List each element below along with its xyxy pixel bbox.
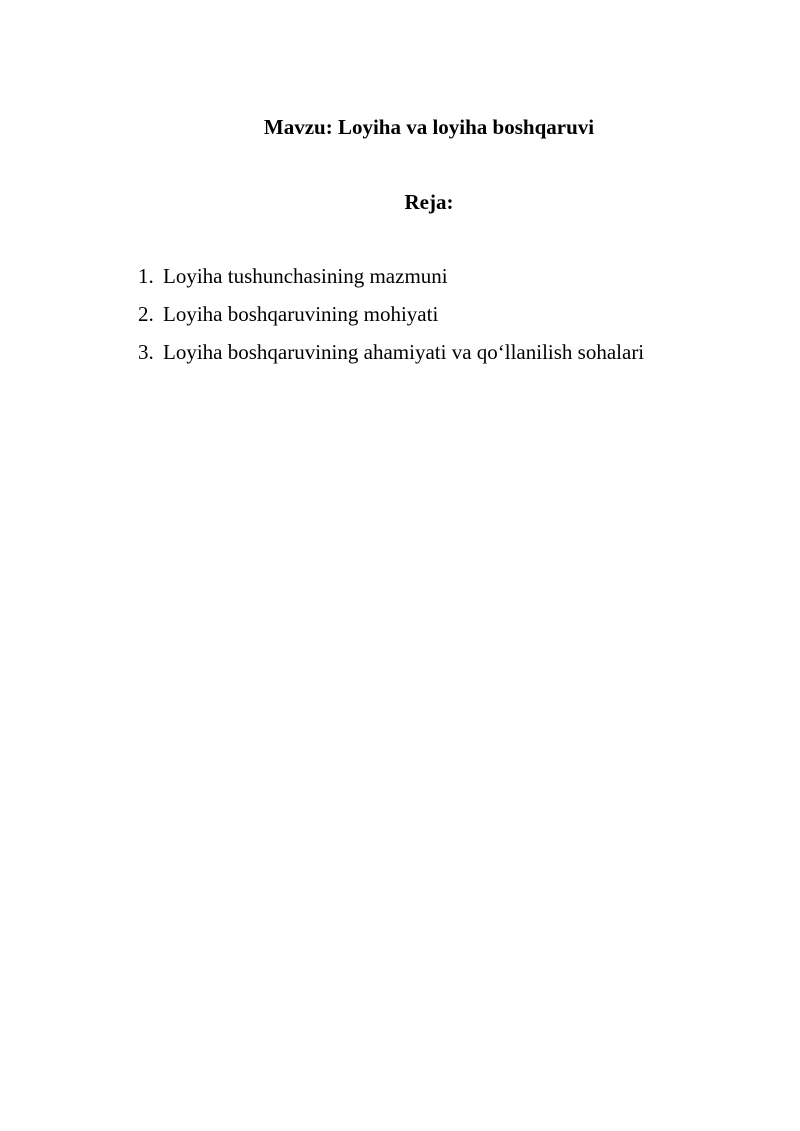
list-item-text: Loyiha boshqaruvining mohiyati bbox=[163, 302, 439, 326]
list-item bbox=[138, 262, 644, 290]
list-item bbox=[138, 338, 644, 366]
plan-heading: Reja: bbox=[404, 190, 454, 214]
list-item-number: 2. bbox=[138, 302, 154, 326]
list-item-text: Loyiha boshqaruvining ahamiyati va qo‘llanilish sohalari bbox=[163, 340, 645, 364]
plan-list bbox=[138, 262, 644, 376]
list-item-number: 1. bbox=[138, 264, 154, 288]
list-item-text: Loyiha tushunchasining mazmuni bbox=[163, 264, 448, 288]
page-title: Mavzu: Loyiha va loyiha boshqaruvi bbox=[263, 115, 595, 139]
list-item-number: 3. bbox=[138, 340, 154, 364]
list-item bbox=[138, 300, 644, 328]
